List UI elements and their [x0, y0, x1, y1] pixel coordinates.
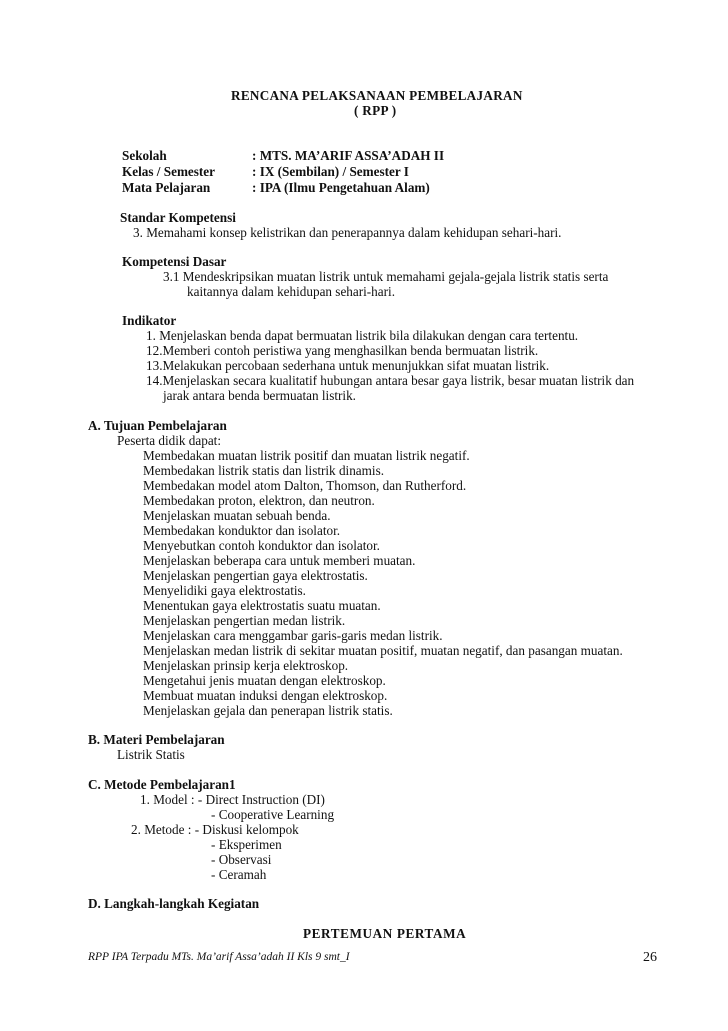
document-title: RENCANA PELAKSANAAN PEMBELAJARAN: [231, 88, 523, 103]
document-subtitle: ( RPP ): [354, 103, 397, 118]
tujuan-item: Membedakan listrik statis dan listrik dinamis.: [143, 463, 385, 478]
tujuan-item: Membedakan model atom Dalton, Thomson, dan Rutherford.: [143, 478, 467, 493]
identity-value-mapel: : IPA (Ilmu Pengetahuan Alam): [252, 180, 430, 195]
metode-metode-item: - Ceramah: [211, 867, 267, 882]
identity-label-sekolah: Sekolah: [122, 148, 167, 163]
identity-value-kelas: : IX (Sembilan) / Semester I: [252, 164, 409, 179]
materi-heading: B. Materi Pembelajaran: [88, 732, 225, 747]
footer-text: RPP IPA Terpadu MTs. Ma’arif Assa’adah II Kls 9 smt_I: [88, 951, 350, 963]
pertemuan-heading: PERTEMUAN PERTAMA: [303, 926, 467, 941]
standar-kompetensi-item: 3. Memahami konsep kelistrikan dan penerapannya dalam kehidupan sehari-hari.: [133, 225, 562, 240]
tujuan-item: Menjelaskan medan listrik di sekitar muatan positif, muatan negatif, dan pasangan muatan.: [143, 643, 623, 658]
tujuan-item: Menentukan gaya elektrostatis suatu muatan.: [143, 598, 381, 613]
tujuan-item: Menjelaskan pengertian medan listrik.: [143, 613, 346, 628]
metode-metode-item: - Eksperimen: [211, 837, 282, 852]
page-number: 26: [643, 950, 657, 965]
identity-value-sekolah: : MTS. MA’ARIF ASSA’ADAH II: [252, 148, 445, 163]
tujuan-heading: A. Tujuan Pembelajaran: [88, 418, 227, 433]
tujuan-item: Membedakan konduktor dan isolator.: [143, 523, 341, 538]
metode-heading: C. Metode Pembelajaran1: [88, 777, 236, 792]
tujuan-item: Menjelaskan pengertian gaya elektrostatis.: [143, 568, 368, 583]
indikator-item-continuation: jarak antara benda bermuatan listrik.: [163, 388, 356, 403]
identity-label-mapel: Mata Pelajaran: [122, 180, 211, 195]
langkah-heading: D. Langkah-langkah Kegiatan: [88, 896, 260, 911]
indikator-item: 13.Melakukan percobaan sederhana untuk menunjukkan sifat muatan listrik.: [146, 358, 550, 373]
tujuan-item: Menjelaskan prinsip kerja elektroskop.: [143, 658, 349, 673]
tujuan-item: Menjelaskan gejala dan penerapan listrik statis.: [143, 703, 393, 718]
indikator-item: 1. Menjelaskan benda dapat bermuatan listrik bila dilakukan dengan cara tertentu.: [146, 328, 579, 343]
tujuan-item: Membedakan muatan listrik positif dan muatan listrik negatif.: [143, 448, 470, 463]
tujuan-item: Membuat muatan induksi dengan elektroskop.: [143, 688, 388, 703]
indikator-item: 12.Memberi contoh peristiwa yang menghasilkan benda bermuatan listrik.: [146, 343, 539, 358]
indikator-heading: Indikator: [122, 313, 177, 328]
tujuan-item: Membedakan proton, elektron, dan neutron.: [143, 493, 375, 508]
tujuan-item: Menyelidiki gaya elektrostatis.: [143, 583, 306, 598]
tujuan-item: Menjelaskan beberapa cara untuk memberi muatan.: [143, 553, 416, 568]
metode-metode-line: 2. Metode : - Diskusi kelompok: [131, 822, 299, 837]
tujuan-item: Menjelaskan cara menggambar garis-garis medan listrik.: [143, 628, 443, 643]
metode-model-line: 1. Model : - Direct Instruction (DI): [140, 792, 325, 807]
identity-label-kelas: Kelas / Semester: [122, 164, 216, 179]
kompetensi-dasar-heading: Kompetensi Dasar: [122, 254, 227, 269]
tujuan-intro: Peserta didik dapat:: [117, 433, 222, 448]
tujuan-item: Menyebutkan contoh konduktor dan isolator.: [143, 538, 380, 553]
tujuan-item: Mengetahui jenis muatan dengan elektroskop.: [143, 673, 386, 688]
indikator-item: 14.Menjelaskan secara kualitatif hubungan antara besar gaya listrik, besar muatan listrik dan: [146, 373, 635, 388]
kompetensi-dasar-line1: 3.1 Mendeskripsikan muatan listrik untuk memahami gejala-gejala listrik statis serta: [163, 269, 609, 284]
metode-model-item: - Cooperative Learning: [211, 807, 335, 822]
materi-content: Listrik Statis: [117, 747, 185, 762]
standar-kompetensi-heading: Standar Kompetensi: [120, 210, 236, 225]
tujuan-item: Menjelaskan muatan sebuah benda.: [143, 508, 331, 523]
kompetensi-dasar-line2: kaitannya dalam kehidupan sehari-hari.: [187, 284, 395, 299]
metode-metode-item: - Observasi: [211, 852, 272, 867]
